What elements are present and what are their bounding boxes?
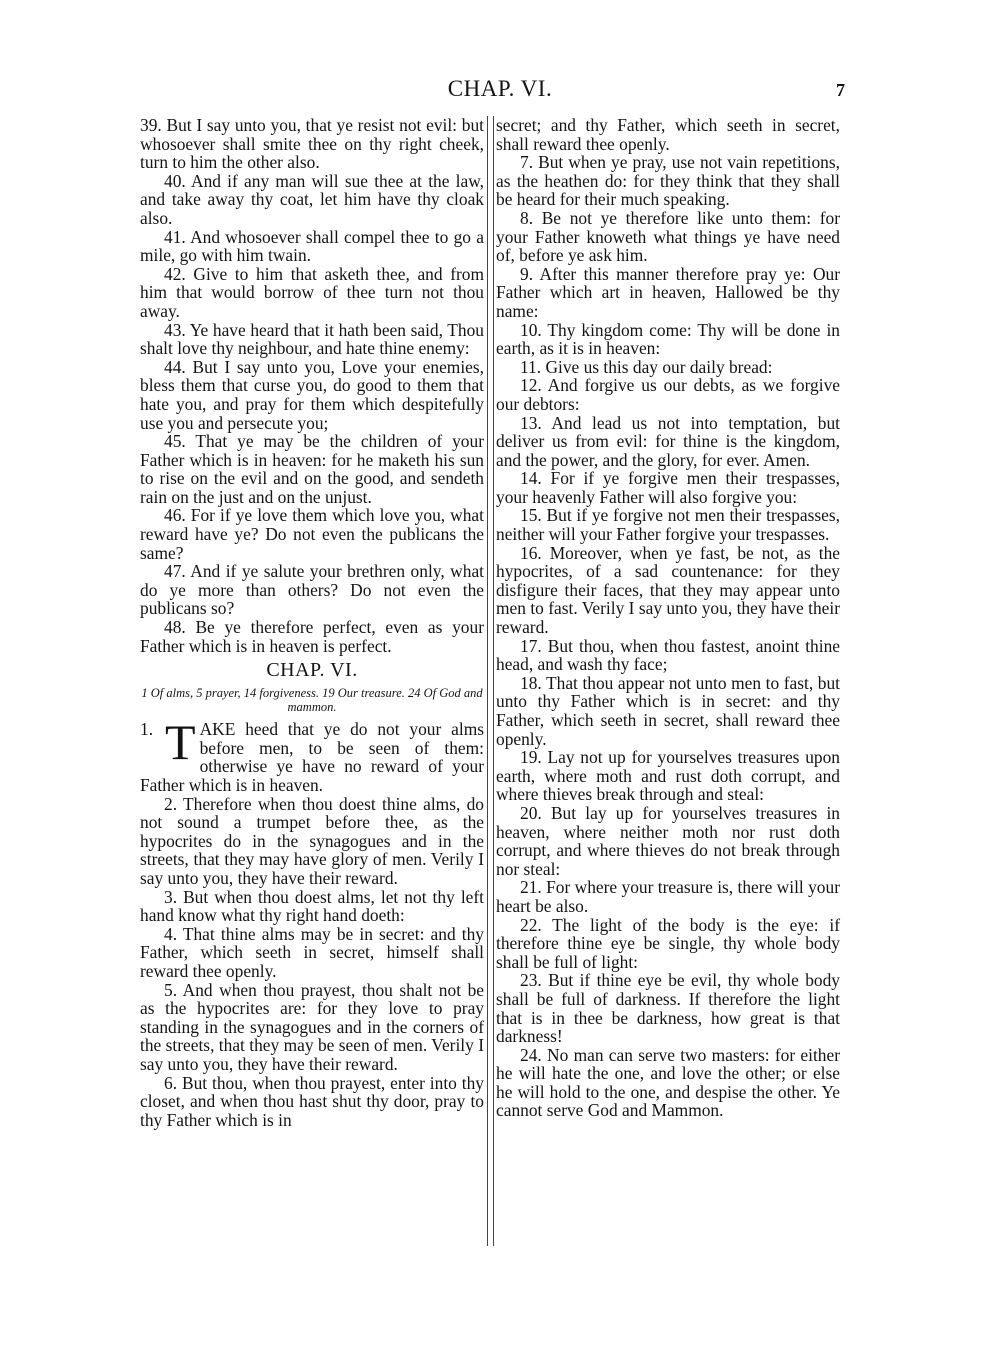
column-divider [487,116,494,1246]
verse: 6. But thou, when thou prayest, enter into thy closet, and when thou hast shut thy door, pray to thy Father which is in [140,1072,484,1130]
verse: 42. Give to him that asketh thee, and from him that would borrow of thee turn not thou away. [140,263,484,321]
verse: 2. Therefore when thou doest thine alms, do not sound a trumpet before thee, as the hypocrites do in the synagogues and in the streets, that they may have glory of men. Verily I say unto you, they have their reward. [140,793,484,888]
verse: 7. But when ye pray, use not vain repetitions, as the heathen do: for they think that they shall be heard for their much speaking. [496,152,840,210]
verse: 18. That thou appear not unto men to fast, but unto thy Father which is in secret: and thy Father, which seeth in secret, shall reward thee openly. [496,672,840,749]
verse: 13. And lead us not into temptation, but deliver us from evil: for thine is the kingdom, and the power, and the glory, for ever. Amen. [496,412,840,470]
chapter-title: CHAP. VI. [266,659,358,682]
verse: 5. And when thou prayest, thou shalt not be as the hypocrites are: for they love to pray standing in the synagogues and in the corners of the streets, that they may be seen of men. Verily I say unto you, they have their reward. [140,979,484,1074]
verse: 46. For if ye love them which love you, what reward have ye? Do not even the publicans the same? [140,505,484,563]
verse: 4. That thine alms may be in secret: and thy Father, which seeth in secret, himself shall reward thee openly. [140,923,484,981]
verse: secret; and thy Father, which seeth in secret, shall reward thee openly. [496,115,840,154]
running-header [0,76,1000,106]
verse: 41. And whosoever shall compel thee to go a mile, go with him twain. [140,226,484,266]
verse: 11. Give us this day our daily bread: [520,356,773,377]
verse: 43. Ye have heard that it hath been said, Thou shalt love thy neighbour, and hate thine enemy: [140,319,484,359]
verse: 14. For if ye forgive men their trespasses, your heavenly Father will also forgive you: [496,468,840,507]
first-verse-text: AKE heed that ye do not your alms before men, to be seen of them: otherwise ye have no reward of your Father which is in heaven. [140,719,484,795]
page-number: 7 [836,80,845,100]
verse: 23. But if thine eye be evil, thy whole body shall be full of darkness. If therefore the light that is in thee be darkness, how great is that darkness! [496,970,840,1047]
verse: 24. No man can serve two masters: for either he will hate the one, and love the other; or else he will hold to the one, and despise the other. Ye cannot serve God and Mammon. [496,1044,840,1121]
verse: 17. But thou, when thou fastest, anoint thine head, and wash thy face; [496,635,840,675]
right-column [496,116,840,1120]
verse: 8. Be not ye therefore like unto them: for your Father knoweth what things ye have need of, before ye ask him. [496,207,840,266]
running-title: CHAP. VI. [447,76,553,101]
verse: 47. And if ye salute your brethren only, what do ye more than others? Do not even the publicans so? [140,561,484,619]
verse: 12. And forgive us our debts, as we forgive our debtors: [496,375,840,414]
verse: 44. But I say unto you, Love your enemies, bless them that curse you, do good to them that hate you, and pray for them which despitefully use you and persecute you; [140,356,484,433]
verse: 39. But I say unto you, that ye resist not evil: but whosoever shall smite thee on thy right cheek, turn to him the other also. [140,115,484,173]
verse: 19. Lay not up for yourselves treasures upon earth, where moth and rust doth corrupt, and where thieves break through and steal: [496,747,840,805]
left-column [140,116,484,1129]
verse: 3. But when thou doest alms, let not thy left hand know what thy right hand doeth: [140,886,484,926]
verse: 10. Thy kingdom come: Thy will be done in earth, as it is in heaven: [496,319,840,359]
verse: 20. But lay up for yourselves treasures in heaven, where neither moth nor rust doth corrupt, and where thieves do not break through nor steal: [496,802,840,879]
first-verse-number: 1. [140,719,154,740]
verse: 22. The light of the body is the eye: if therefore thine eye be single, thy whole body shall be full of light: [496,914,840,972]
verse: 9. After this manner therefore pray ye: Our Father which art in heaven, Hallowed be thy name: [496,263,840,321]
verse: 48. Be ye therefore perfect, even as your Father which is in heaven is perfect. [140,617,484,656]
verse: 15. But if ye forgive not men their trespasses, neither will your Father forgive your trespasses. [496,505,840,545]
verse: 16. Moreover, when ye fast, be not, as the hypocrites, of a sad countenance: for they disfigure their faces, that they may appear unto men to fast. Verily I say unto you, they have their reward. [496,542,840,638]
drop-cap: T [165,714,196,771]
first-verse [140,714,484,795]
verse: 45. That ye may be the children of your Father which is in heaven: for he maketh his sun to rise on the evil and on the good, and sendeth rain on the just and on the unjust. [140,431,484,507]
chapter-summary: 1 Of alms, 5 prayer, 14 forgiveness. 19 Our treasure. 24 Of God and mammon. [141,686,483,714]
verse: 21. For where your treasure is, there will your heart be also. [496,877,840,916]
verse: 40. And if any man will sue thee at the law, and take away thy coat, let him have thy cloak also. [140,170,484,228]
